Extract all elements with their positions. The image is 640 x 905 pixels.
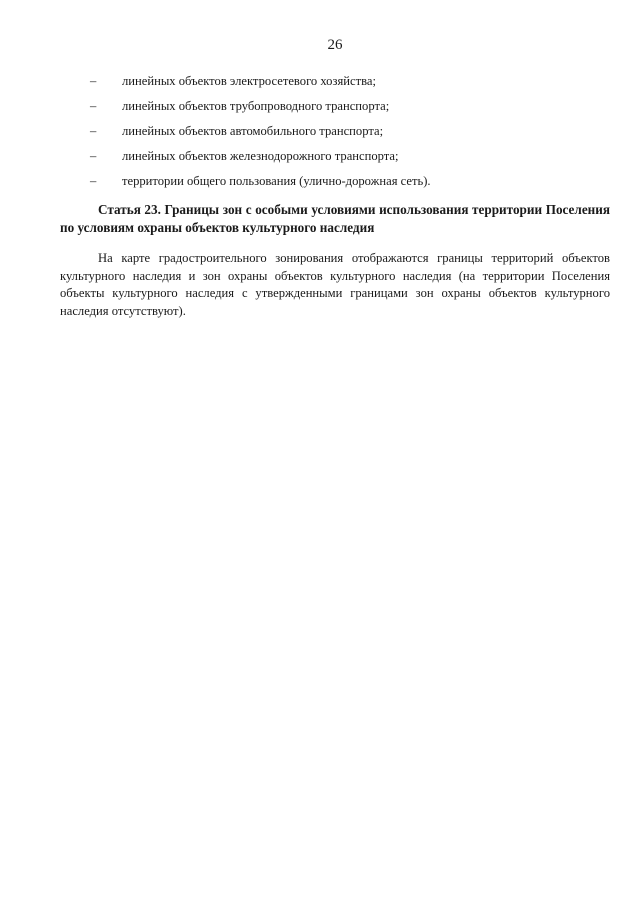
list-item bbox=[60, 172, 610, 197]
list-item-text: линейных объектов автомобильного транспорта; bbox=[122, 124, 384, 138]
list-item bbox=[60, 147, 610, 172]
list-item-text: линейных объектов железнодорожного транспорта; bbox=[122, 149, 399, 163]
page-number: 26 bbox=[327, 37, 343, 53]
list-item bbox=[60, 122, 610, 147]
list-item bbox=[60, 97, 610, 122]
list-dash: – bbox=[90, 74, 97, 88]
list-item-text: территории общего пользования (улично-дорожная сеть). bbox=[122, 174, 431, 188]
dash-list bbox=[60, 72, 610, 197]
list-dash: – bbox=[90, 149, 97, 163]
list-item bbox=[60, 72, 610, 97]
list-item-text: линейных объектов электросетевого хозяйства; bbox=[122, 74, 376, 88]
list-dash: – bbox=[90, 174, 97, 188]
article-paragraph: На карте градостроительного зонирования отображаются границы территорий объектов культурного наследия и зон охраны объектов культурного наследия (на территории Поселения объекты культурного наследия с утвержденными границами зон охраны объектов культурного наследия отсутствуют). bbox=[60, 251, 610, 318]
list-dash: – bbox=[90, 99, 97, 113]
list-dash: – bbox=[90, 124, 97, 138]
article-heading: Статья 23. Границы зон с особыми условиями использования территории Поселения по условиям охраны объектов культурного наследия bbox=[60, 202, 610, 235]
list-item-text: линейных объектов трубопроводного транспорта; bbox=[122, 99, 390, 113]
